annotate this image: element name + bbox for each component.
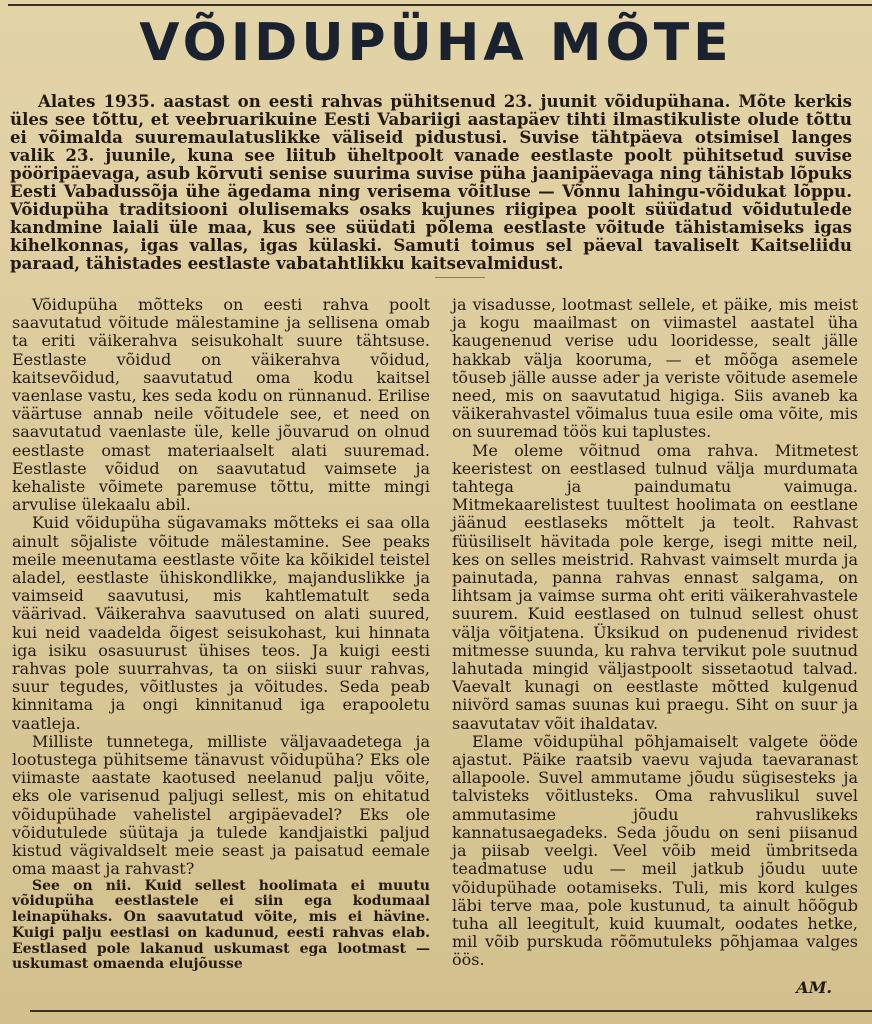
paragraph: ja visadusse, lootmast sellele, et päike, mis meist ja kogu maailmast on viimastel aastatel üha kaugenenud verise udu looridesse, sealt jälle hakkab välja kooruma, — et mõõga asemele tõuseb jälle ausse ader ja veriste võitude asemele need, mis on saavutatud higiga. Siis avaneb ka väikerahvastel võimalus tuua esile oma võite, mis on suuremad töös kui taplustes. [452, 295, 858, 442]
intro-text: Alates 1935. aastast on eesti rahvas pühitsenud 23. juunit võidupühana. Mõte kerkis üles see tõttu, et veebruarikuine Eesti Vabariigi aastapäev tihti ilmastikuliste olude tõttu ei võimalda suuremaulatuslikke väliseid pidustusi. Suvise tähtpäeva otsimisel langes valik 23. juunile, kuna see liitub üheltpoolt vanade eestlaste poolt pühitsetud suvise pööripäevaga, asub kõrvuti senise suurima suvise püha jaanipäevaga ning tähistab lõpuks Eesti Vabadussõja ühe ägedama ning verisema võitluse — Võnnu lahingu-võidukat lõppu. Võidupüha traditsiooni olulisemaks osaks kujunes riigipea poolt süüdatud võidutulede kandmine laiali üle maa, kus see süüdati põlema eestlaste võitude tähistamiseks igas kihelkonnas, igas vallas, igas külaski. Samuti toimus sel päeval tavaliselt Kaitseliidu paraad, tähistades eestlaste vabatahtlikku kaitsevalmidust. [10, 91, 852, 273]
paragraph: Me oleme võitnud oma rahva. Mitmetest keeristest on eestlased tulnud välja murdumata tahtega ja paindumatu vaimuga. Mitmekaarelistest tuultest hoolimata on eestlane jäänud eestlaseks mõttelt ja teolt. Rahvast füüsiliselt hävitada pole kerge, isegi mitte neil, kes on selles meistrid. Rahvast vaimselt murda ja painutada, panna rahvas ennast salgama, on lihtsam ja vaimse surma oht eriti väikerahvastele suurem. Kuid eestlased on tulnud sellest ohust välja võitjatena. Üksikud on pudenenud rividest mitmesse suunda, ku rahva tervikut pole suutnud lahutada mingid väljastpoolt sissetaotud talvad. Vaevalt kunagi on eestlaste mõtted kulgenud niivõrd samas suunas kui praegu. Siht on suur ja saavutatav võit ihaldatav. [452, 440, 858, 733]
intro-paragraph [10, 92, 852, 272]
paragraph: See on nii. Kuid sellest hoolimata ei muutu võidupüha eestlastele ei siin ega kodumaal leinapühaks. On saavutatud võite, mis ei hävine. Kuigi palju eestlasi on kadunud, eesti rahvas elab. Eestlased pole lakanud uskumast ega lootmast — uskumast omaenda elujõusse [12, 877, 430, 973]
paragraph: Elame võidupühal põhjamaiselt valgete ööde ajastut. Päike raatsib vaevu vajuda taevaranast allapoole. Suvel ammutame jõudu sügisesteks ja talvisteks võitlusteks. Oma rahvuslikul suvel ammutasime jõudu rahvuslikeks kannatusaegadeks. Seda jõudu on seni piisanud ja piisab veelgi. Veel võib meid ümbritseda teadmatuse udu — meil jatkub jõudu uute võidupühade ootamiseks. Tuli, mis kord kulges läbi terve maa, pole kustunud, ta ainult hõõgub tuha all leegitult, kuid kuumalt, oodates hetke, mil võib purskuda rõõmutuleks põhjamaa valges öös. [452, 731, 858, 970]
divider [435, 277, 485, 278]
right-column [452, 296, 858, 970]
left-column [12, 296, 430, 973]
top-rule [8, 4, 872, 6]
bottom-rule [30, 1010, 872, 1012]
paragraph: Võidupüha mõtteks on eesti rahva poolt saavutatud võitude mälestamine ja sellisena omab ta eriti väikerahva seisukohalt suure tähtsuse. Eestlaste võidud on väikerahva võidud, kaitsevõidud, saavutatud oma kodu kaitsel vaenlase vastu, kes seda kodu on rünnanud. Erilise väärtuse annab neile võitudele see, et need on saavutatud vaenlaste üle, kelle jõuvarud on olnud eestlaste omast materiaalselt alati suuremad. Eestlaste võidud on saavutatud vaimsete ja kehaliste võimete paremuse tõttu, mitte mingi arvulise ülekaalu abil. [12, 295, 430, 515]
paragraph: Kuid võidupüha sügavamaks mõtteks ei saa olla ainult sõjaliste võitude mälestamine. See peaks meile meenutama eestlaste võite ka kõikidel teistel aladel, eestlaste ühiskondlikke, majanduslikke ja vaimseid saavutusi, mis kahtlematult seda väärivad. Väikerahva saavutused on alati suured, kui neid vaadelda õigest seisukohast, kui hinnata iga isiku osasuurust ühises teos. Ja kuigi eesti rahvas pole suurrahvas, ta on siiski suur rahvas, suur tegudes, võitlustes ja võitudes. Seda peab kinnitama ja ongi kinnitanud iga erapooletu vaatleja. [12, 513, 430, 733]
paragraph: Milliste tunnetega, milliste väljavaadetega ja lootustega pühitseme tänavust võidupüha? Eks ole viimaste aastate kaotused neelanud palju võite, eks ole varisenud paljugi sellest, mis on ehitatud võidupühade vahelistel argipäevadel? Eks ole võidutulede süütaja ja tulede kandjaistki paljud kistud vägivaldselt meie seast ja paisatud eemale oma maast ja rahvast? [12, 731, 430, 879]
author-signature: AM. [796, 978, 832, 997]
article-title: VÕIDUPÜHA MÕTE [139, 13, 733, 73]
